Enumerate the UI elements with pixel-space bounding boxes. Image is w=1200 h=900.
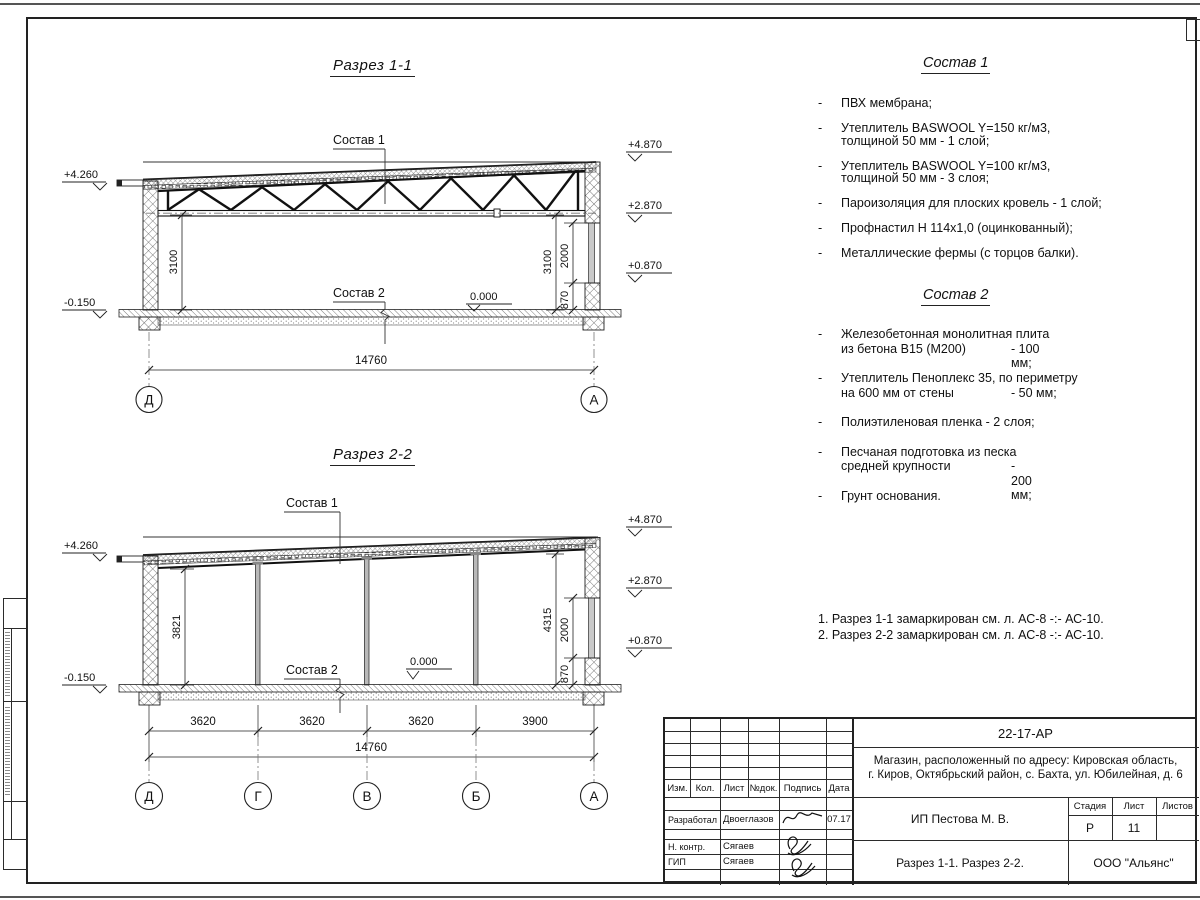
tb-line xyxy=(852,747,1199,748)
note-line: 1. Разрез 1-1 замаркирован см. л. АС-8 -:- АС-10. xyxy=(818,612,1104,626)
signature-nkontr-gip xyxy=(778,831,826,883)
title-block xyxy=(663,717,1197,883)
s2-floor xyxy=(119,685,621,706)
col-header-izm: Изм. xyxy=(667,782,688,794)
role-nkontr: Н. контр. xyxy=(668,841,706,852)
list-item xyxy=(818,489,1190,504)
name-gip: Сягаев xyxy=(723,856,754,867)
tb-line xyxy=(665,767,852,768)
list-item xyxy=(818,371,1190,400)
s1-axis-label: А xyxy=(589,392,599,408)
signature-razrabotal xyxy=(780,807,825,829)
bullet-dash: - xyxy=(818,415,823,429)
sostav2-heading: Состав 2 xyxy=(921,287,990,306)
sheet-title: Разрез 1-1. Разрез 2-2. xyxy=(896,855,1024,870)
item-text: Металлические фермы (с торцов балки). xyxy=(841,246,1079,260)
s2-elev-right-top: +4.870 xyxy=(628,514,662,526)
side-stamp-divider xyxy=(4,801,27,802)
sheets-value xyxy=(1156,815,1199,840)
s1-dim-left-height: 3100 xyxy=(168,249,180,275)
tb-line xyxy=(665,755,852,756)
s2-dim-right-height: 4315 xyxy=(542,607,554,633)
frame-top xyxy=(26,17,1196,19)
item-text: Полиэтиленовая пленка - 2 слоя; xyxy=(841,415,1035,429)
object-address-line2: г. Киров, Октябрьский район, с. Бахта, ул. Юбилейная, д. 6 xyxy=(868,769,1183,781)
item-amount: - 100 мм; xyxy=(1011,341,1040,370)
col-header-list: Лист xyxy=(723,782,745,794)
sheets-label: Листов xyxy=(1162,800,1193,812)
item-text: Грунт основания. xyxy=(841,488,941,503)
bullet-dash: - xyxy=(818,371,823,385)
item-text: Железобетонная монолитная плита xyxy=(841,327,1050,341)
sheet-value: 11 xyxy=(1127,820,1141,835)
s1-elev-left-top: +4.260 xyxy=(64,169,98,181)
s1-dim-right-height: 3100 xyxy=(542,249,554,275)
item-text: Песчаная подготовка из песка xyxy=(841,444,1017,459)
s2-dim-span: 3620 xyxy=(190,716,216,728)
tb-line xyxy=(665,731,852,732)
client-name: ИП Пестова М. В. xyxy=(910,811,1010,826)
bullet-dash: - xyxy=(818,221,823,235)
s2-sostav1-label: Состав 1 xyxy=(286,496,338,510)
s1-axis-bubbles xyxy=(136,387,607,413)
tb-line xyxy=(665,743,852,744)
s2-axis-bubbles xyxy=(136,783,608,810)
sostav1-heading: Состав 1 xyxy=(921,55,990,74)
item-text: толщиной 50 мм - 3 слоя; xyxy=(841,171,990,185)
item-text: толщиной 50 мм - 1 слой; xyxy=(841,133,990,148)
s2-axis-label: В xyxy=(362,789,372,804)
list-item xyxy=(818,197,1190,210)
role-gip: ГИП xyxy=(668,856,686,867)
item-text: Пароизоляция для плоских кровель - 1 слой; xyxy=(841,196,1102,210)
name-nkontr: Сягаев xyxy=(723,841,754,852)
bullet-dash: - xyxy=(818,444,823,459)
section-2-2-drawing xyxy=(40,440,720,820)
doc-code: 22-17-АР xyxy=(998,725,1053,741)
item-amount: - 200 мм; xyxy=(1011,459,1032,502)
stage-value: Р xyxy=(1085,820,1094,835)
side-stamp-divider xyxy=(11,628,12,839)
col-header-kol: Кол. xyxy=(695,782,715,794)
bullet-dash: - xyxy=(818,96,823,110)
s2-elev-right-mid: +2.870 xyxy=(628,575,662,587)
item-text: Утеплитель BASWOOL Y=150 кг/м3, xyxy=(841,121,1051,135)
s1-axis-label: Д xyxy=(144,392,154,408)
revision-box xyxy=(1186,19,1200,41)
bullet-dash: - xyxy=(818,327,823,341)
s1-elev-right-mid: +2.870 xyxy=(628,200,662,212)
bullet-dash: - xyxy=(818,196,823,210)
paper-edge-top xyxy=(0,3,1200,5)
s1-elev-right-low: +0.870 xyxy=(628,260,662,272)
s2-dimensions xyxy=(145,550,600,782)
bullet-dash: - xyxy=(818,121,823,135)
s2-axis-label: Г xyxy=(254,789,262,804)
s2-elev-right-low: +0.870 xyxy=(628,635,662,647)
list-item xyxy=(818,222,1190,235)
s2-sostav2-label: Состав 2 xyxy=(286,663,338,677)
item-text: ПВХ мембрана; xyxy=(841,96,932,110)
s2-dim-span: 3900 xyxy=(522,716,548,728)
col-header-podpis: Подпись xyxy=(783,782,822,794)
s1-dim-window: 2000 xyxy=(559,243,571,269)
list-item xyxy=(818,122,1190,147)
company-name: ООО "Альянс" xyxy=(1093,855,1174,870)
section-2-2-title: Разрез 2-2 xyxy=(330,446,415,466)
s1-dim-total: 14760 xyxy=(355,355,387,367)
s2-dim-span: 3620 xyxy=(299,716,325,728)
list-item xyxy=(818,97,1190,110)
item-text: Утеплитель BASWOOL Y=100 кг/м3, xyxy=(841,158,1051,173)
s2-dim-left-height: 3821 xyxy=(171,614,183,640)
item-text: Утеплитель Пеноплекс 35, по периметру xyxy=(841,371,1078,385)
sostav2-list xyxy=(818,327,1190,518)
section-1-1-drawing xyxy=(40,50,720,430)
item-text: средней крупности xyxy=(841,459,951,473)
list-item xyxy=(818,415,1190,430)
s1-dim-sill: 870 xyxy=(559,290,571,310)
col-header-ndok: №док. xyxy=(749,782,778,794)
s1-floor xyxy=(119,310,621,331)
item-text: Профнастил Н 114х1,0 (оцинкованный); xyxy=(841,221,1073,235)
list-item xyxy=(818,160,1190,185)
bullet-dash: - xyxy=(818,158,823,173)
sheet-label: Лист xyxy=(1123,800,1145,812)
stage-label: Стадия xyxy=(1073,800,1107,812)
name-razrabotal: Двоеглазов xyxy=(723,814,774,825)
item-amount: - 50 мм; xyxy=(1011,385,1057,400)
note-line: 2. Разрез 2-2 замаркирован см. л. АС-8 -:- АС-10. xyxy=(818,627,1104,642)
sostav1-list xyxy=(818,97,1190,272)
side-stamp-label-texture xyxy=(5,707,10,797)
section-1-1-title: Разрез 1-1 xyxy=(330,57,415,77)
list-item xyxy=(818,247,1190,260)
side-stamp-divider xyxy=(4,701,27,702)
list-item xyxy=(818,327,1190,370)
bullet-dash: - xyxy=(818,488,823,503)
s2-elev-left-bottom: -0.150 xyxy=(64,672,96,684)
s2-dim-span: 3620 xyxy=(408,716,434,728)
drawing-notes xyxy=(818,612,1104,643)
s2-axis-label: Д xyxy=(144,789,154,804)
tb-line xyxy=(665,829,852,830)
s1-elev-right-top: +4.870 xyxy=(628,139,662,151)
s2-dim-sill: 870 xyxy=(559,664,571,684)
date-razrabotal: 07.17 xyxy=(827,814,851,825)
s2-axis-label: А xyxy=(589,789,599,804)
s1-elev-left-bottom: -0.150 xyxy=(64,297,96,309)
side-stamp-divider xyxy=(4,628,27,629)
paper-edge-bottom xyxy=(0,896,1200,898)
s2-elev-left-top: +4.260 xyxy=(64,540,98,552)
s2-level-zero: 0.000 xyxy=(410,656,438,668)
s2-axis-label: Б xyxy=(471,789,481,804)
s1-leader-sostav1 xyxy=(333,133,385,204)
item-text: из бетона В15 (М200) xyxy=(841,341,966,356)
side-stamp-label-texture xyxy=(5,632,10,697)
side-stamp xyxy=(3,598,28,870)
s2-dim-window: 2000 xyxy=(559,617,571,643)
s1-level-zero: 0.000 xyxy=(470,291,498,303)
item-text: на 600 мм от стены xyxy=(841,385,954,400)
object-address-line1: Магазин, расположенный по адресу: Кировская область, xyxy=(873,755,1178,767)
role-razrabotal: Разработал xyxy=(668,814,717,825)
s2-dim-total: 14760 xyxy=(355,742,387,754)
s1-sostav1-label: Состав 1 xyxy=(333,133,385,147)
s2-roof xyxy=(143,537,598,568)
bullet-dash: - xyxy=(818,246,823,260)
s1-roof xyxy=(143,162,598,191)
side-stamp-divider xyxy=(4,839,27,840)
col-header-data: Дата xyxy=(828,782,850,794)
s1-sostav2-label: Состав 2 xyxy=(333,286,385,300)
